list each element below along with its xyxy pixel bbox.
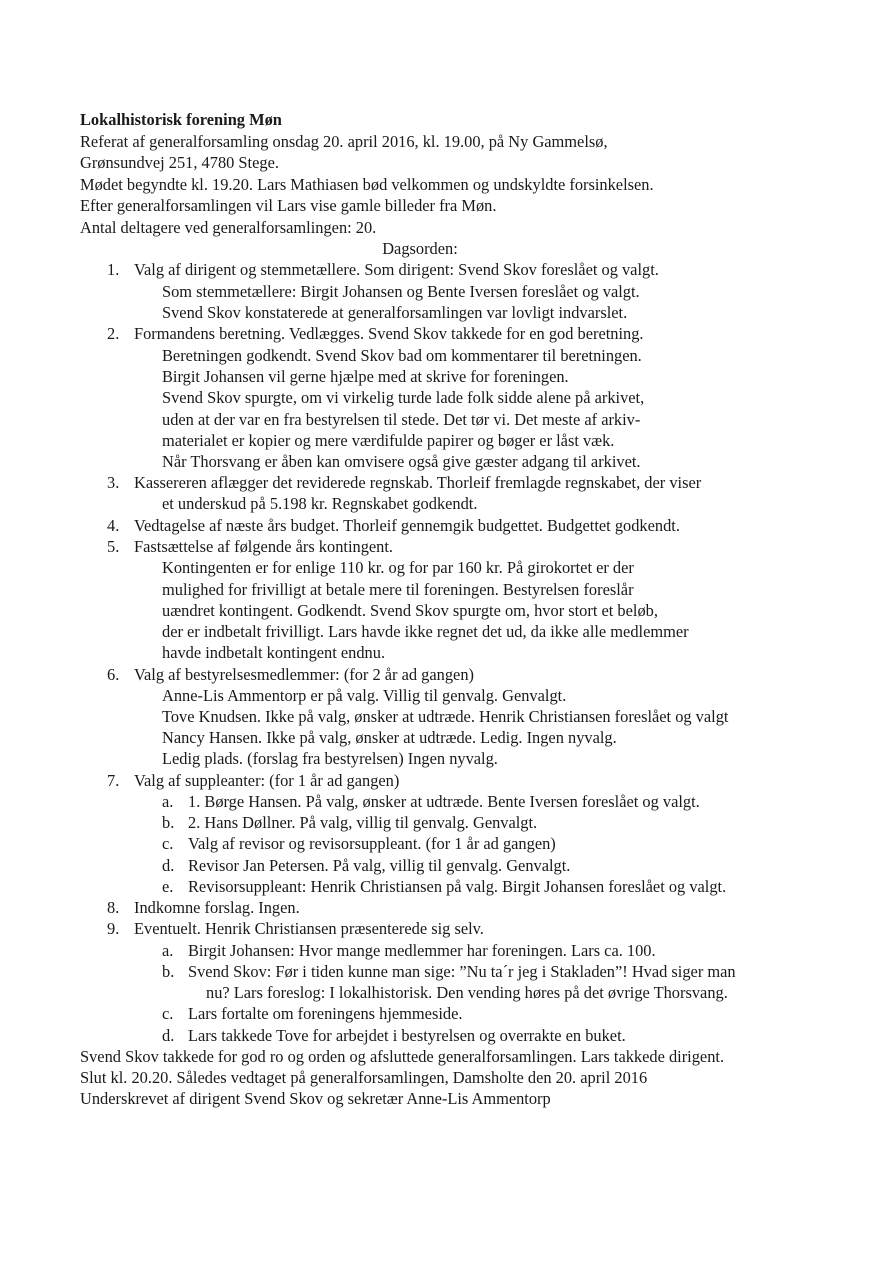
- sub-item-letter: b.: [162, 813, 175, 832]
- agenda-item-line: der er indbetalt frivilligt. Lars havde ikke regnet det ud, da ikke alle medlemmer: [162, 622, 689, 641]
- sub-item-letter: a.: [162, 792, 174, 811]
- agenda-item-line: uændret kontingent. Godkendt. Svend Skov spurgte om, hvor stort et beløb,: [162, 601, 658, 620]
- sub-item-letter: e.: [162, 877, 174, 896]
- agenda-item-line: Kassereren aflægger det reviderede regnskab. Thorleif fremlagde regnskabet, der viser: [134, 473, 702, 492]
- agenda-item-line: Valg af bestyrelsesmedlemmer: (for 2 år ad gangen): [134, 665, 474, 684]
- agenda-item-line: Indkomne forslag. Ingen.: [134, 898, 300, 917]
- agenda-item-line: Ledig plads. (forslag fra bestyrelsen) Ingen nyvalg.: [162, 749, 498, 768]
- closing-line: Slut kl. 20.20. Således vedtaget på generalforsamlingen, Damsholte den 20. april 2016: [80, 1068, 648, 1087]
- agenda-item-line: Kontingenten er for enlige 110 kr. og for par 160 kr. På girokortet er der: [162, 558, 634, 577]
- agenda-item-line: Eventuelt. Henrik Christiansen præsenterede sig selv.: [134, 919, 484, 938]
- sub-item-line: 1. Børge Hansen. På valg, ønsker at udtræde. Bente Iversen foreslået og valgt.: [188, 792, 700, 811]
- closing-line: Svend Skov takkede for god ro og orden og afsluttede generalforsamlingen. Lars takkede dirigent.: [80, 1047, 725, 1066]
- agenda-item-line: havde indbetalt kontingent endnu.: [162, 643, 386, 662]
- sub-item-line: Revisorsuppleant: Henrik Christiansen på valg. Birgit Johansen foreslået og valgt.: [188, 877, 727, 896]
- agenda-item-line: Formandens beretning. Vedlægges. Svend Skov takkede for en god beretning.: [134, 324, 644, 343]
- sub-item-line: Revisor Jan Petersen. På valg, villig til genvalg. Genvalgt.: [188, 856, 571, 875]
- sub-item-letter: a.: [162, 941, 174, 960]
- sub-item-letter: b.: [162, 962, 175, 981]
- agenda-item-line: Valg af dirigent og stemmetællere. Som dirigent: Svend Skov foreslået og valgt.: [134, 260, 659, 279]
- item-number: 3.: [107, 473, 120, 492]
- agenda-item-line: Tove Knudsen. Ikke på valg, ønsker at udtræde. Henrik Christiansen foreslået og valgt: [162, 707, 729, 726]
- agenda-item-line: materialet er kopier og mere værdifulde papirer og bøger er låst væk.: [162, 431, 615, 450]
- agenda-item-line: Nancy Hansen. Ikke på valg, ønsker at udtræde. Ledig. Ingen nyvalg.: [162, 728, 617, 747]
- agenda-item-line: Birgit Johansen vil gerne hjælpe med at skrive for foreningen.: [162, 367, 569, 386]
- agenda-item-line: et underskud på 5.198 kr. Regnskabet godkendt.: [162, 494, 478, 513]
- sub-item-line: nu? Lars foreslog: I lokalhistorisk. Den vending høres på det øvrige Thorsvang.: [206, 983, 728, 1002]
- agenda-item-line: Når Thorsvang er åben kan omvisere også give gæster adgang til arkivet.: [162, 452, 641, 471]
- agenda-item-line: Anne-Lis Ammentorp er på valg. Villig til genvalg. Genvalgt.: [162, 686, 567, 705]
- agenda-item-line: uden at der var en fra bestyrelsen til stede. Det tør vi. Det meste af arkiv-: [162, 410, 641, 429]
- sub-item-line: Birgit Johansen: Hvor mange medlemmer har foreningen. Lars ca. 100.: [188, 941, 656, 960]
- sub-item-letter: c.: [162, 1004, 174, 1023]
- agenda-item-line: Vedtagelse af næste års budget. Thorleif gennemgik budgettet. Budgettet godkendt.: [134, 516, 680, 535]
- sub-item-letter: d.: [162, 1026, 175, 1045]
- item-number: 2.: [107, 324, 120, 343]
- sub-item-line: 2. Hans Døllner. På valg, villig til genvalg. Genvalgt.: [188, 813, 538, 832]
- agenda-item-line: Som stemmetællere: Birgit Johansen og Bente Iversen foreslået og valgt.: [162, 282, 640, 301]
- agenda-heading: Dagsorden:: [382, 239, 458, 258]
- agenda-item-line: Beretningen godkendt. Svend Skov bad om kommentarer til beretningen.: [162, 346, 642, 365]
- agenda-item-line: Valg af suppleanter: (for 1 år ad gangen): [134, 771, 400, 790]
- item-number: 6.: [107, 665, 120, 684]
- agenda-item-line: Svend Skov spurgte, om vi virkelig turde lade folk sidde alene på arkivet,: [162, 388, 645, 407]
- sub-item-line: Svend Skov: Før i tiden kunne man sige: ”Nu ta´r jeg i Stakladen”! Hvad siger man: [188, 962, 736, 981]
- item-number: 4.: [107, 516, 120, 535]
- item-number: 8.: [107, 898, 120, 917]
- item-number: 5.: [107, 537, 120, 556]
- item-number: 1.: [107, 260, 120, 279]
- sub-item-letter: c.: [162, 834, 174, 853]
- intro-line: Grønsundvej 251, 4780 Stege.: [80, 153, 279, 172]
- sub-item-line: Valg af revisor og revisorsuppleant. (for 1 år ad gangen): [188, 834, 556, 853]
- closing-line: Underskrevet af dirigent Svend Skov og sekretær Anne-Lis Ammentorp: [80, 1089, 551, 1108]
- sub-item-letter: d.: [162, 856, 175, 875]
- item-number: 7.: [107, 771, 120, 790]
- intro-line: Mødet begyndte kl. 19.20. Lars Mathiasen bød velkommen og undskyldte forsinkelsen.: [80, 175, 654, 194]
- intro-line: Referat af generalforsamling onsdag 20. april 2016, kl. 19.00, på Ny Gammelsø,: [80, 132, 608, 151]
- agenda-item-line: Fastsættelse af følgende års kontingent.: [134, 537, 394, 556]
- sub-item-line: Lars fortalte om foreningens hjemmeside.: [188, 1004, 463, 1023]
- intro-line: Efter generalforsamlingen vil Lars vise gamle billeder fra Møn.: [80, 196, 497, 215]
- sub-item-line: Lars takkede Tove for arbejdet i bestyrelsen og overrakte en buket.: [188, 1026, 626, 1045]
- document-title: Lokalhistorisk forening Møn: [80, 110, 282, 129]
- agenda-item-line: mulighed for frivilligt at betale mere til foreningen. Bestyrelsen foreslår: [162, 580, 634, 599]
- intro-line: Antal deltagere ved generalforsamlingen: 20.: [80, 218, 377, 237]
- item-number: 9.: [107, 919, 120, 938]
- agenda-item-line: Svend Skov konstaterede at generalforsamlingen var lovligt indvarslet.: [162, 303, 628, 322]
